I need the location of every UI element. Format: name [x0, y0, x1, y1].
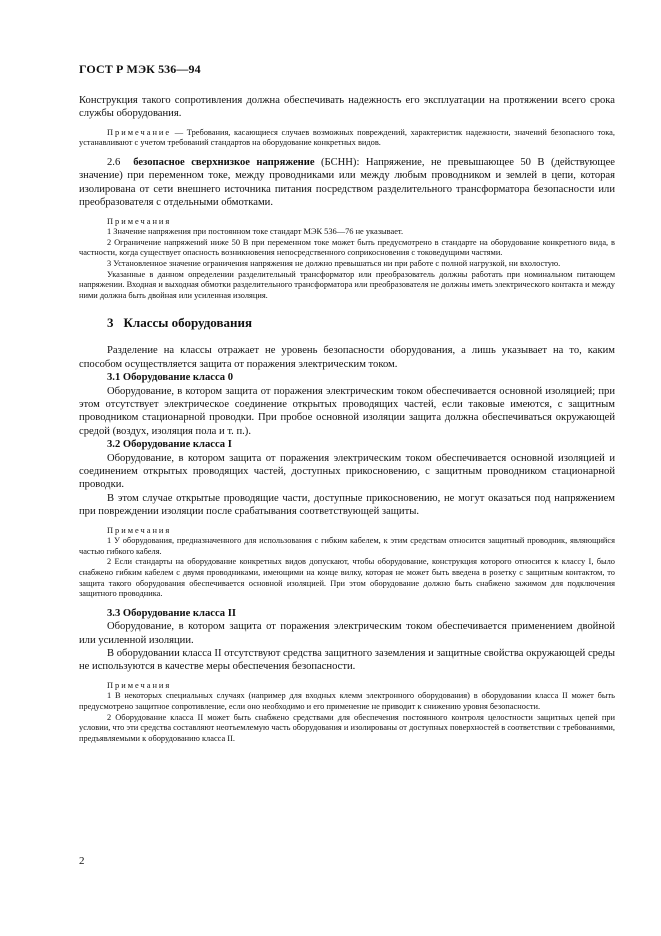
note-item: 2 Если стандарты на оборудование конкретных видов допускают, чтобы оборудование, конструкция которого относится к классу I, было снабжено гибким кабелем с двумя проводниками, имеющими на конце вилку, которая не может быть введена в розетку с защитным контактом, то защита такого оборудования обеспечивается основной изоляцией. При этом оборудование должно быть снабжено зажимом для подключения защитного проводника.	[79, 557, 615, 599]
section-intro: Разделение на классы отражает не уровень безопасности оборудования, а лишь указывает на то, каким способом осуществляется защита от поражения электрическим током.	[79, 345, 615, 370]
note-intro	[79, 128, 615, 149]
subsection-3-2-title: 3.2 Оборудование класса I	[107, 439, 232, 451]
note-item: 3 Установленное значение ограничения напряжения не должно превышаться ни при работе с полной нагрузкой, ни вхолостую.	[107, 259, 561, 268]
subsection-3-3-text: Оборудование, в котором защита от поражения электрическим током обеспечивается применением двойной или усиленной изоляции.	[79, 621, 615, 646]
document-header: ГОСТ Р МЭК 536—94	[79, 62, 201, 76]
document-page	[79, 62, 615, 744]
subsection-3-1-title: 3.1 Оборудование класса 0	[107, 372, 234, 384]
definition-text: (БСНН): Напряжение, не превышающее 50 В (действующее значение) при переменном токе, между проводниками или между любым проводником и землей в цепи, которая изолирована от сети внешнего источника питания посредством разделительного трансформатора безопасности или преобразователя с отдельными обмотками.	[79, 157, 615, 209]
note-text: — Требования, касающиеся случаев возможных повреждений, характеристик надежности, значений безопасного тока, устанавливают с учетом требований стандартов на оборудование конкретных видов.	[79, 127, 615, 148]
subsection-3-3-title: 3.3 Оборудование класса II	[107, 607, 237, 619]
section-heading	[79, 315, 615, 331]
definition-number: 2.6	[107, 157, 121, 168]
note-item: 2 Оборудование класса II может быть снабжено средствами для обеспечения постоянного контроля целостности защитных цепей при условии, что эти средства составляют неотъемлемую часть оборудования и изолированы от доступных поверхностей в соответствии с требованиями, предъявляемыми к оборудованию класса II.	[79, 712, 615, 743]
definition-term: безопасное сверхнизкое напряжение	[133, 157, 315, 168]
note-item: Указанные в данном определении разделительный трансформатор или преобразователь должны работать при номинальном питающем напряжении. Входная и выходная обмотки разделительного трансформатора или преобразователя не должны иметь электрического контакта и между ними должна быть двойная или усиленная изоляция.	[79, 269, 615, 300]
subsection-3-1-text: Оборудование, в котором защита от поражения электрическим током обеспечивается основной изоляцией; при этом отсутствует электрическое соединение открытых проводящих частей, если таковые имеются, с защитным проводником стационарной проводки. При пробое основной изоляции защита должна обеспечиваться окружающей средой (воздух, изоляция пола и т. п.).	[79, 385, 615, 437]
note-label: Примечание	[107, 127, 172, 137]
note-item: 1 У оборудования, предназначенного для использования с гибким кабелем, к этим средствам относится защитный проводник, являющийся частью гибкого кабеля.	[79, 536, 615, 556]
note-item: 1 В некоторых специальных случаях (например для входных клемм электронного оборудования) в оборудовании класса II может быть предусмотрено защитное сопротивление, если оно необходимо и его применение не приводит к снижению уровня безопасности.	[79, 691, 615, 712]
section-title: Классы оборудования	[123, 315, 253, 331]
subsection-3-2-text: В этом случае открытые проводящие части, доступные прикосновению, не могут оказаться под напряжением при повреждении изоляции после срабатывания соответствующей защиты.	[79, 492, 615, 518]
page-number: 2	[79, 855, 85, 867]
section-number: 3	[107, 315, 114, 331]
subsection-3-2-text: Оборудование, в котором защита от поражения электрическим током обеспечивается основной изоляцией и соединением открытых проводящих частей, доступных прикосновению, с защитным проводником стационарной проводки.	[79, 452, 615, 491]
paragraph-intro: Конструкция такого сопротивления должна обеспечивать надежность его эксплуатации на протяжении всего срока службы оборудования.	[79, 95, 615, 120]
notes-label: Примечания	[107, 216, 172, 226]
notes-label: Примечания	[107, 525, 172, 535]
note-item: 2 Ограничение напряжений ниже 50 В при переменном токе может быть предусмотрено в стандарте на оборудование конкретного вида, в частности, когда существует опасность возникновения непосредственного соприкосновения с токоведущими частями.	[79, 237, 615, 258]
note-item: 1 Значение напряжения при постоянном токе стандарт МЭК 536—76 не указывает.	[107, 227, 404, 237]
notes-label: Примечания	[107, 680, 172, 690]
definition-2-6	[79, 156, 615, 210]
subsection-3-3-text: В оборудовании класса II отсутствуют средства защитного заземления и защитные свойства окружающей среды не используются в качестве меры обеспечения безопасности.	[79, 648, 616, 673]
